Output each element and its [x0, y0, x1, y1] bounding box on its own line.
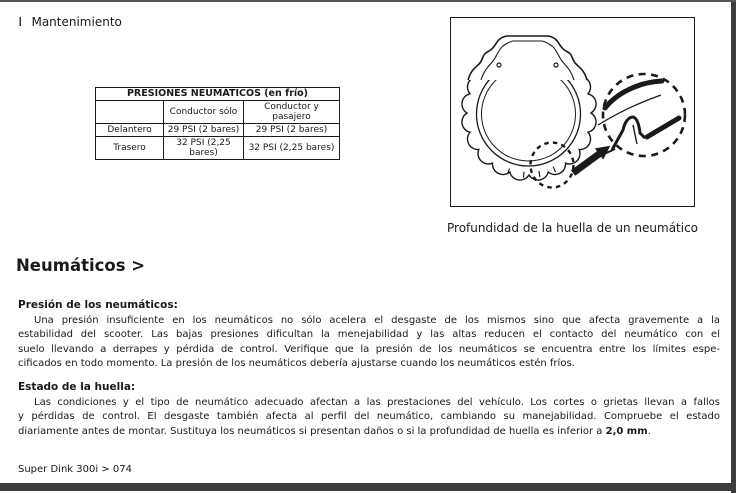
min-tread-depth-value: 2,0 mm	[605, 425, 648, 437]
column-header-pasajero: Conductor y pasajero	[244, 101, 340, 124]
body-line: cificados en todo momento. La presión de los neumáticos debería ajustarse cuando los neumáticos estén fríos.	[18, 358, 575, 370]
page-header	[18, 15, 122, 29]
row-label-trasero: Trasero	[96, 137, 164, 160]
cell-delantero-solo: 29 PSI (2 bares)	[164, 124, 244, 137]
body-line: y pérdidas de control. El desgaste también afecta al perfil del neumático, cambiando su manejabilidad. Compruebe el estado	[18, 411, 720, 423]
table-title: PRESIONES NEUMÁTICOS (en frío)	[96, 88, 340, 101]
body-line: estabilidad del scooter. Las bajas presiones dificultan la menejabilidad y las altas reducen el contacto del neumático con el	[18, 329, 720, 341]
section-heading: Neumáticos >	[16, 256, 146, 275]
table-row	[96, 124, 340, 137]
page-footer: Super Dink 300i > 074	[18, 464, 132, 475]
body-line: suelo llevando a derrapes y pérdida de control. Verifique que la presión de los neumáticos se encuentra entre los límites espe-	[18, 343, 720, 355]
section-marker: I	[18, 15, 22, 29]
figure-caption: Profundidad de la huella de un neumático	[447, 221, 699, 235]
row-label-delantero: Delantero	[96, 124, 164, 137]
table-row	[96, 101, 340, 124]
cell-trasero-pasajero: 32 PSI (2,25 bares)	[244, 137, 340, 160]
body-line: diariamente antes de montar. Sustituya los neumáticos si presentan daños o si la profundidad de huella es inferior a 2,0 mm.	[18, 425, 651, 437]
tread-subsection	[18, 380, 720, 439]
cell-trasero-solo: 32 PSI (2,25 bares)	[164, 137, 244, 160]
pressure-subsection	[18, 298, 720, 372]
tread-subsection-label: Estado de la huella:	[18, 381, 136, 393]
figure-box	[450, 17, 695, 207]
table-row	[96, 137, 340, 160]
body-line: Una presión insuficiente en los neumáticos no sólo acelera el desgaste de los mismos sino que afecta gravemente a la	[34, 314, 720, 326]
body-line: Las condiciones y el tipo de neumático adecuado afectan a las prestaciones del vehículo. Los cortes o grietas llevan a fallos	[34, 396, 720, 408]
page-edge-bottom	[0, 483, 736, 491]
table-row	[96, 88, 340, 101]
cell-delantero-pasajero: 29 PSI (2 bares)	[244, 124, 340, 137]
column-header-solo: Conductor sólo	[164, 101, 244, 124]
column-header-empty	[96, 101, 164, 124]
tire-pressure-table	[95, 87, 340, 160]
header-title: Mantenimiento	[31, 15, 122, 29]
page-edge-right	[731, 2, 736, 493]
pressure-subsection-label: Presión de los neumáticos:	[18, 299, 178, 311]
tire-tread-depth-illustration-icon	[451, 18, 694, 206]
